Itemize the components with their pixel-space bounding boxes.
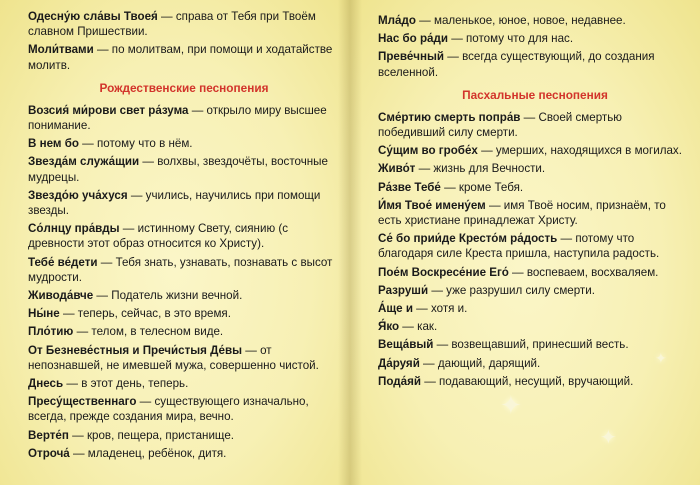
glossary-entry: Ны́не — теперь, сейчас, в это время. <box>28 307 231 321</box>
glossary-entry: Возсия́ ми́рови свет ра́зума — открыло миру высшее понимание. <box>28 103 327 133</box>
entry-term: Звездо́ю уча́хуся <box>28 188 128 202</box>
entry-term: Ны́не <box>28 307 60 321</box>
entry-definition: маленькое, юное, новое, недавнее. <box>433 14 626 27</box>
section-heading-easter: Пасхальные песнопения <box>462 87 608 102</box>
entry-term: Нас бо ра́ди <box>378 32 448 46</box>
entry-definition: потому что для нас. <box>466 32 574 46</box>
entry-term: Мла́до <box>378 14 416 27</box>
entry-term: Возсия́ ми́рови свет ра́зума <box>28 103 189 117</box>
glossary-entry: Нас бо ра́ди — потому что для нас. <box>378 32 574 46</box>
entry-term: И́мя Твое́ имену́ем <box>378 198 486 212</box>
glossary-entry: Да́руяй — дающий, дарящий. <box>378 356 541 370</box>
glossary-entry: Верте́п — кров, пещера, пристанище. <box>28 428 235 442</box>
entry-term: Преве́чный <box>378 50 445 64</box>
sparkle-star-icon: ✦ <box>500 390 522 420</box>
entry-definition: потому что благодаря силе Креста пришла, наступила радость. <box>378 232 660 261</box>
entry-term: Пресу́щественнаго <box>28 395 137 409</box>
entry-definition: уже разрушил силу смерти. <box>446 283 595 297</box>
glossary-entry: Днесь — в этот день, теперь. <box>28 377 189 391</box>
entry-definition: истинному Свету, сиянию (с древности этот образ относится ко Христу). <box>28 222 289 251</box>
glossary-entry: Звездо́ю уча́хуся — учились, научились при помощи звезды. <box>28 188 321 218</box>
entry-term: Я́ко <box>378 320 400 334</box>
christmas-entries <box>28 103 340 461</box>
glossary-entry: Тебе́ ве́дети — Тебя знать, узнавать, познавать с высот мудрости. <box>28 255 333 284</box>
entry-definition: от непознавшей, не имевшей мужа, совершенно чистой. <box>28 343 319 372</box>
entry-term: Живо́т <box>378 162 416 176</box>
entry-term: Пое́м Воскресе́ние Его́ <box>378 265 509 279</box>
right-top-entries <box>378 13 692 80</box>
entry-term: Пода́яй <box>378 374 421 388</box>
entry-definition: волхвы, звездочёты, восточные мудрецы. <box>28 155 328 184</box>
entry-definition: подавающий, несущий, вручающий. <box>439 374 634 388</box>
entry-term: А́ще и <box>378 302 413 316</box>
glossary-entry: Живода́вче — Податель жизни вечной. <box>28 289 243 303</box>
entry-term: Да́руяй <box>378 356 420 370</box>
glossary-entry: Живо́т — жизнь для Вечности. <box>378 162 546 176</box>
entry-definition: хотя и. <box>431 302 468 316</box>
glossary-entry: Преве́чный — всегда существующий, до создания вселенной. <box>378 50 655 79</box>
entry-term: Одесну́ю сла́вы Твоея́ <box>28 10 158 23</box>
entry-definition: Тебя знать, узнавать, познавать с высот мудрости. <box>28 255 333 284</box>
entry-term: Тебе́ ве́дети <box>28 255 98 269</box>
entry-definition: кроме Тебя. <box>458 180 524 194</box>
entry-definition: всегда существующий, до создания вселенной. <box>378 50 655 79</box>
glossary-entry: Пло́тию — телом, в телесном виде. <box>28 325 224 339</box>
entry-definition: имя Твоё носим, признаём, то есть христиане принадлежат Христу. <box>378 198 666 228</box>
glossary-entry: От Безневе́стныя и Пречи́стыя Де́вы — от непознавшей, не имевшей мужа, совершенно чистой. <box>28 343 319 372</box>
glossary-entry: А́ще и — хотя и. <box>378 302 468 316</box>
glossary-entry: И́мя Твое́ имену́ем — имя Твоё носим, признаём, то есть христиане принадлежат Христу. <box>378 198 666 228</box>
entry-definition: телом, в телесном виде. <box>91 325 224 339</box>
entry-definition: учились, научились при помощи звезды. <box>28 188 321 218</box>
glossary-entry: Разруши́ — уже разрушил силу смерти. <box>378 283 595 297</box>
entry-term: От Безневе́стныя и Пречи́стыя Де́вы <box>28 343 243 357</box>
glossary-entry: Звезда́м служа́щии — волхвы, звездочёты, восточные мудрецы. <box>28 155 328 184</box>
entry-term: Пло́тию <box>28 325 74 339</box>
entry-definition: потому что в нём. <box>96 137 193 151</box>
sparkle-star-icon: ✦ <box>655 350 667 366</box>
glossary-entry: Се́ бо прии́де Кресто́м ра́дость — потому что благодаря силе Креста пришла, наступила радость. <box>378 232 660 261</box>
glossary-entry: Пресу́щественнаго — существующего изначально, всегда, прежде создания мира, вечно. <box>28 395 309 424</box>
entry-definition: Своей смертью победивший силу смерти. <box>378 110 622 140</box>
entry-definition: умерших, находящихся в могилах. <box>495 144 682 158</box>
entry-definition: возвещавший, принесший весть. <box>451 338 629 352</box>
section-heading-christmas: Рождественские песнопения <box>99 80 269 95</box>
entry-term: Звезда́м служа́щии <box>28 155 140 169</box>
left-top-entries <box>28 9 340 73</box>
glossary-entry: Со́лнцу пра́вды — истинному Свету, сиянию (с древности этот образ относится ко Христу). <box>28 222 289 251</box>
entry-term: Со́лнцу пра́вды <box>28 222 120 236</box>
entry-definition: в этот день, теперь. <box>81 377 189 391</box>
entry-term: Живода́вче <box>28 289 94 303</box>
glossary-entry: Пода́яй — подавающий, несущий, вручающий. <box>378 374 634 388</box>
entry-term: Днесь <box>28 377 64 391</box>
glossary-entry: Отроча́ — младенец, ребёнок, дитя. <box>28 446 227 460</box>
entry-term: Веща́вый <box>378 338 434 352</box>
entry-definition: справа от Тебя при Твоём славном Пришествии. <box>28 10 316 39</box>
entry-definition: Податель жизни вечной. <box>111 289 243 303</box>
entry-definition: дающий, дарящий. <box>437 356 541 370</box>
entry-definition: по молитвам, при помощи и ходатайстве молитв. <box>28 43 333 72</box>
entry-definition: теперь, сейчас, в это время. <box>77 307 231 321</box>
entry-term: Ра́зве Тебе́ <box>378 180 441 194</box>
entry-definition: жизнь для Вечности. <box>433 162 546 176</box>
glossary-entry: Пое́м Воскресе́ние Его́ — воспеваем, восхваляем. <box>378 265 659 279</box>
entry-term: Отроча́ <box>28 446 70 460</box>
glossary-entry: Мла́до — маленькое, юное, новое, недавнее. <box>378 14 626 27</box>
entry-term: Се́ бо прии́де Кресто́м ра́дость <box>378 232 558 246</box>
glossary-entry: Сме́ртию смерть попра́в — Своей смертью победивший силу смерти. <box>378 110 622 140</box>
glossary-entry: Моли́твами — по молитвам, при помощи и ходатайстве молитв. <box>28 43 333 72</box>
entry-definition: открыло миру высшее понимание. <box>28 103 327 133</box>
glossary-entry: Одесну́ю сла́вы Твоея́ — справа от Тебя при Твоём славном Пришествии. <box>28 10 316 39</box>
glossary-entry: Я́ко — как. <box>378 320 438 334</box>
entry-definition: кров, пещера, пристанище. <box>86 428 235 442</box>
glossary-entry: В нем бо — потому что в нём. <box>28 137 193 151</box>
entry-term: Су́щим во гробе́х <box>378 144 478 158</box>
glossary-entry: Ра́зве Тебе́ — кроме Тебя. <box>378 180 524 194</box>
entry-definition: воспеваем, восхваляем. <box>526 265 659 279</box>
entry-term: В нем бо <box>28 137 79 151</box>
glossary-entry: Веща́вый — возвещавший, принесший весть. <box>378 338 629 352</box>
entry-definition: младенец, ребёнок, дитя. <box>87 446 227 460</box>
entry-term: Сме́ртию смерть попра́в <box>378 110 521 124</box>
entry-term: Верте́п <box>28 428 69 442</box>
right-page <box>350 0 700 485</box>
entry-definition: существующего изначально, всегда, прежде создания мира, вечно. <box>28 395 309 424</box>
sparkle-star-icon: ✦ <box>600 427 617 449</box>
entry-definition: как. <box>417 320 438 334</box>
entry-term: Моли́твами <box>28 43 94 57</box>
easter-entries <box>378 110 692 389</box>
glossary-entry: Су́щим во гробе́х — умерших, находящихся в могилах. <box>378 144 682 158</box>
entry-term: Разруши́ <box>378 283 429 297</box>
